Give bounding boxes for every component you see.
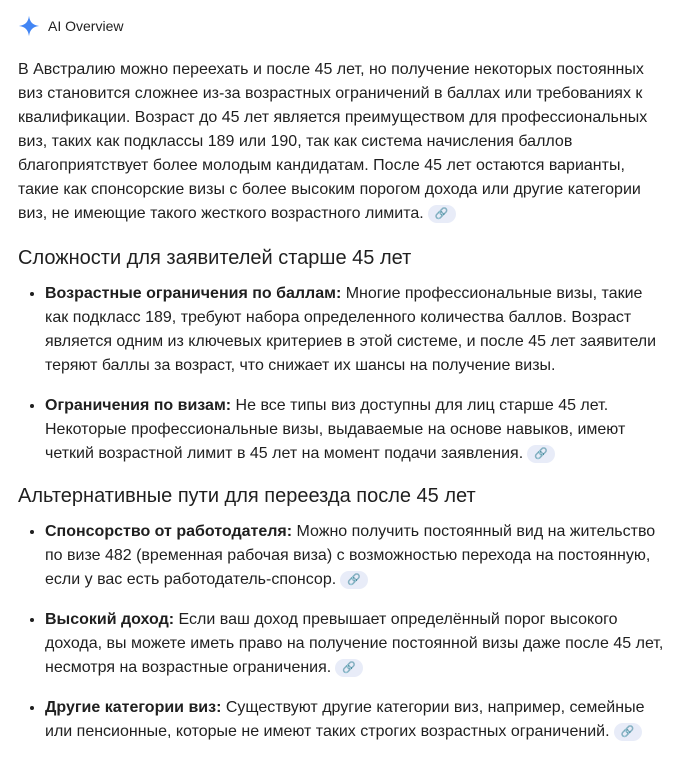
item-title: Ограничения по визам: [45,397,232,414]
link-icon[interactable]: 🔗 [340,571,368,589]
item-text: Многие профессиональные визы, такие как подкласс 189, требуют набора определенного количества баллов. Возраст является одним из ключевых критериев в этой системе, и после 45 лет заявители теряют баллы за возраст, что снижает их шансы на получение визы. [45,285,657,374]
link-icon[interactable]: 🔗 [614,723,642,741]
section-list [18,520,670,744]
ai-overview-header [18,0,670,52]
item-title: Спонсорство от работодателя: [45,523,293,540]
intro-paragraph [18,58,670,226]
section-heading: Альтернативные пути для переезда после 45 лет [18,485,476,507]
list-item [45,282,670,378]
list-item [45,520,670,592]
list-item [45,394,670,466]
item-text: Можно получить постоянный вид на жительство по визе 482 (временная рабочая виза) с возможностью перехода на постоянную, если у вас есть работодатель-спонсор. [45,523,656,588]
intro-text: В Австралию можно переехать и после 45 лет, но получение некоторых постоянных виз становится сложнее из-за возрастных ограничений в баллах или требованиях к квалификации. Возраст до 45 лет является преимуществом для профессиональных виз, таких как подклассы 189 или 190, так как система начисления баллов благоприятствует более молодым кандидатам. После 45 лет остаются варианты, такие как спонсорские визы с более высоким порогом дохода или другие категории виз, не имеющие такого жесткого возрастного лимита. [18,61,648,222]
item-title: Возрастные ограничения по баллам: [45,285,342,302]
link-icon[interactable]: 🔗 [527,445,555,463]
sparkle-icon [18,15,40,37]
section-list [18,282,670,466]
list-item [45,608,670,680]
item-text: Существуют другие категории виз, например, семейные или пенсионные, которые не имеют таких строгих возрастных ограничений. [45,699,645,740]
list-item [45,696,670,744]
link-icon[interactable]: 🔗 [335,659,363,677]
item-text: Не все типы виз доступны для лиц старше 45 лет. Некоторые профессиональные визы, выдаваемые на основе навыков, имеют четкий возрастной лимит в 45 лет на момент подачи заявления. [45,397,626,462]
item-title: Высокий доход: [45,611,175,628]
item-text: Если ваш доход превышает определённый порог высокого дохода, вы можете иметь право на получение постоянной визы даже после 45 лет, несмотря на возрастные ограничения. [45,611,664,676]
section-heading: Сложности для заявителей старше 45 лет [18,247,412,269]
item-title: Другие категории виз: [45,699,222,716]
link-icon[interactable]: 🔗 [428,205,456,223]
header-title: AI Overview [48,18,124,34]
